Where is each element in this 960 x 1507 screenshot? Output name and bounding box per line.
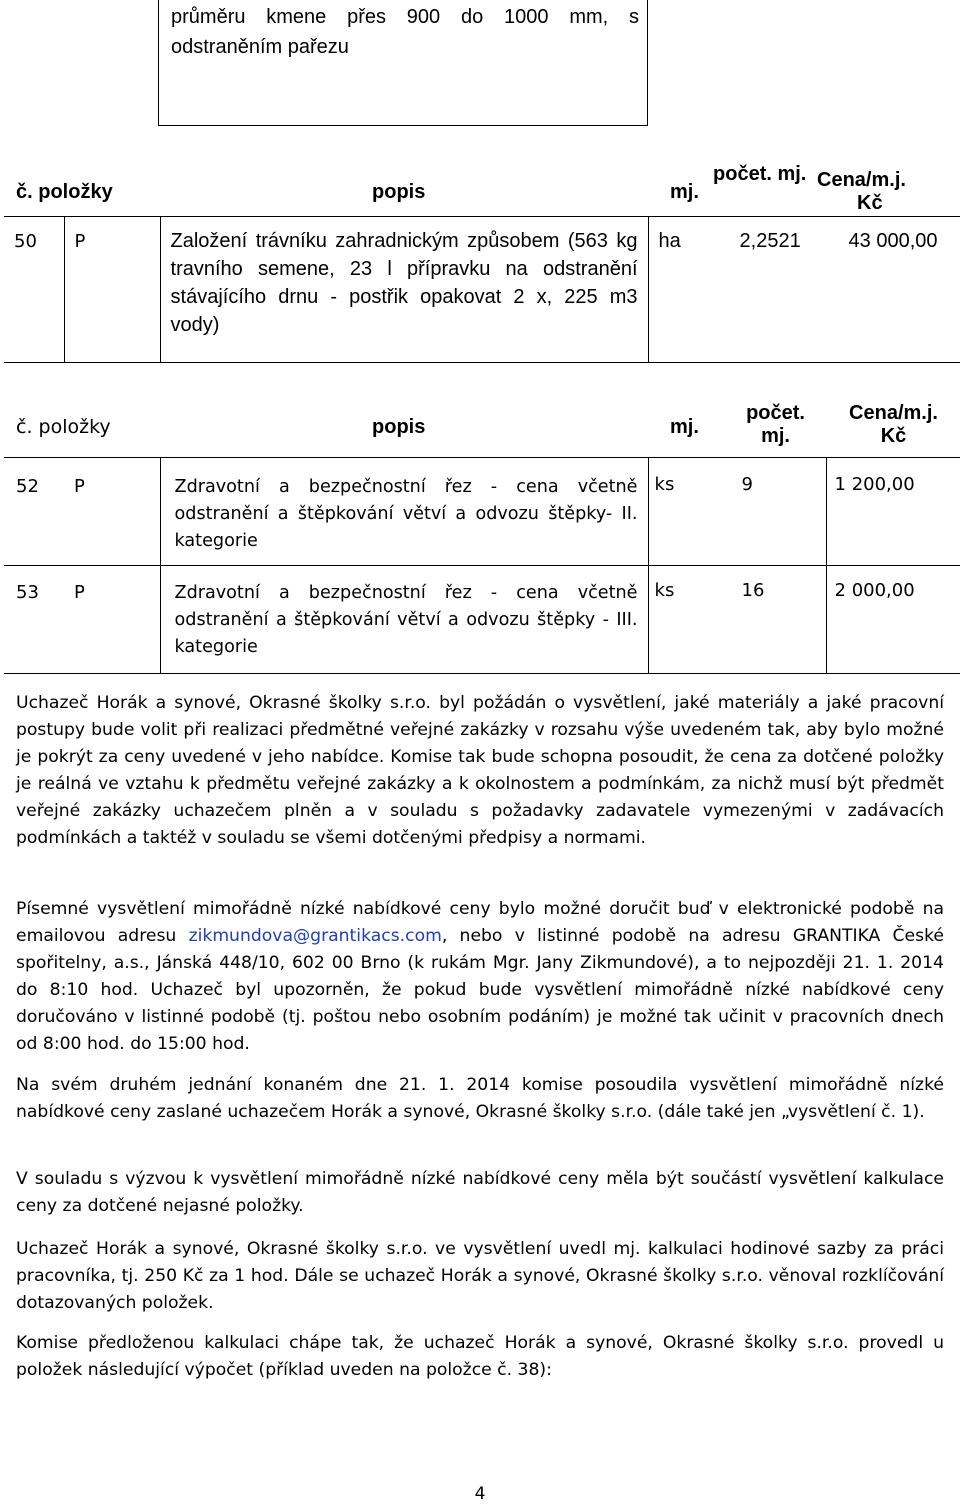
items-table-2 <box>4 398 960 674</box>
row-price: 2 000,00 <box>834 579 915 601</box>
top-continuation-box <box>158 0 648 126</box>
header-quantity-line2: mj. <box>761 425 790 447</box>
row-description: Zdravotní a bezpečnostní řez - cena včetně odstranění a štěpkování větví a odvozu štěpky- II. kategorie <box>174 476 638 551</box>
paragraph-hourly-rate: Uchazeč Horák a synové, Okrasné školky s.r.o. ve vysvětlení uvedl mj. kalkulaci hodinové sazby za práci pracovníka, tj. 250 Kč za 1 hod. Dále se uchazeč Horák a synové, Okrasné školky s.r.o. věnoval rozklíčování dotazovaných položek. <box>16 1239 944 1313</box>
paragraph-calculation-requirement: V souladu s výzvou k vysvětlení mimořádně nízké nabídkové ceny měla být součástí vysvětlení kalkulace ceny za dotčené nejasné položky. <box>16 1169 944 1216</box>
row-price: 1 200,00 <box>834 473 915 495</box>
row-description: Založení trávníku zahradnickým způsobem (563 kg travního semene, 23 l přípravku na odstranění stávajícího drnu - postřik opakovat 2 x, 225 m3 vody) <box>170 229 638 336</box>
header-price-line2: Kč <box>880 425 907 447</box>
table-row <box>4 457 960 565</box>
header-quantity-line1: počet. <box>746 402 805 424</box>
header-price-line2: Kč <box>857 192 883 214</box>
row-quantity: 16 <box>741 579 765 601</box>
items-table-1 <box>4 163 960 363</box>
header-description: popis <box>372 181 426 203</box>
row-number: 52 <box>16 475 39 497</box>
row-type: P <box>74 581 85 603</box>
row-unit: ks <box>654 473 675 495</box>
paragraph-delivery-instructions <box>16 896 944 1058</box>
paragraph-request-explanation: Uchazeč Horák a synové, Okrasné školky s.r.o. byl požádán o vysvětlení, jaké materiály a jaké pracovní postupy bude volit při realizaci předmětné veřejné zakázky v rozsahu výše uvedeném tak, aby bylo možné je pokrýt za ceny uvedené v jeho nabídce. Komise tak bude schopna posoudit, že cena za dotčené položky je reálná ve vztahu k předmětu veřejné zakázky a k okolnostem a podmínkám, za nichž musí být předmět veřejné zakázky uchazečem plněn a v souladu s požadavky zadavatele vymezenými v zadávacích podmínkách a taktéž v souladu se všemi dotčenými předpisy a normami. <box>16 693 944 848</box>
row-number: 50 <box>14 230 37 252</box>
header-item-number: č. položky <box>16 416 111 438</box>
header-item-number: č. položky <box>16 181 113 203</box>
paragraph-text-after-email: , nebo v listinné podobě na adresu GRANTIKA České spořitelny, a.s., Jánská 448/10, 602 00 Brno (k rukám Mgr. Jany Zikmundové), a to nejpozději 21. 1. 2014 do 8:10 hod. Uchazeč byl upozorněn, že pokud bude vysvětlení mimořádně nízké nabídkové ceny doručováno v listinné podobě (tj. poštou nebo osobním podáním) je možné tak učinit v pracovních dnech od 8:00 hod. do 15:00 hod. <box>16 926 944 1054</box>
row-number: 53 <box>16 581 39 603</box>
row-type: P <box>74 230 86 252</box>
header-price-line1: Cena/m.j. <box>849 402 938 424</box>
paragraph-commission-understanding: Komise předloženou kalkulaci chápe tak, že uchazeč Horák a synové, Okrasné školky s.r.o. provedl u položek následující výpočet (příklad uveden na položce č. 38): <box>16 1333 944 1380</box>
row-quantity: 9 <box>741 473 753 495</box>
paragraph-second-meeting: Na svém druhém jednání konaném dne 21. 1. 2014 komise posoudila vysvětlení mimořádně nízké nabídkové ceny zaslané uchazečem Horák a synové, Okrasné školky s.r.o. (dále také jen „vysvětlení č. 1). <box>16 1075 944 1122</box>
header-unit: mj. <box>670 181 699 203</box>
row-unit: ha <box>658 229 681 252</box>
header-description: popis <box>372 416 426 438</box>
row-type: P <box>74 475 85 497</box>
table-row <box>4 565 960 673</box>
page-number: 4 <box>474 1484 486 1504</box>
header-quantity: počet. mj. <box>713 163 807 185</box>
top-row-text: průměru kmene přes 900 do 1000 mm, s odstraněním pařezu <box>171 6 639 58</box>
row-description: Zdravotní a bezpečnostní řez - cena včetně odstranění a štěpkování větví a odvozu štěpky - III. kategorie <box>174 582 638 657</box>
header-price-line1: Cena/m.j. <box>817 169 906 191</box>
row-price: 43 000,00 <box>848 229 938 252</box>
header-unit: mj. <box>670 416 699 438</box>
email-link[interactable]: zikmundova@grantikacs.com <box>188 926 442 946</box>
paragraph-text-before-email: Písemné vysvětlení mimořádně nízké nabídkové ceny bylo možné doručit buď v elektronické podobě na emailovou adresu <box>16 899 944 946</box>
row-quantity: 2,2521 <box>739 229 801 252</box>
row-unit: ks <box>654 579 675 601</box>
